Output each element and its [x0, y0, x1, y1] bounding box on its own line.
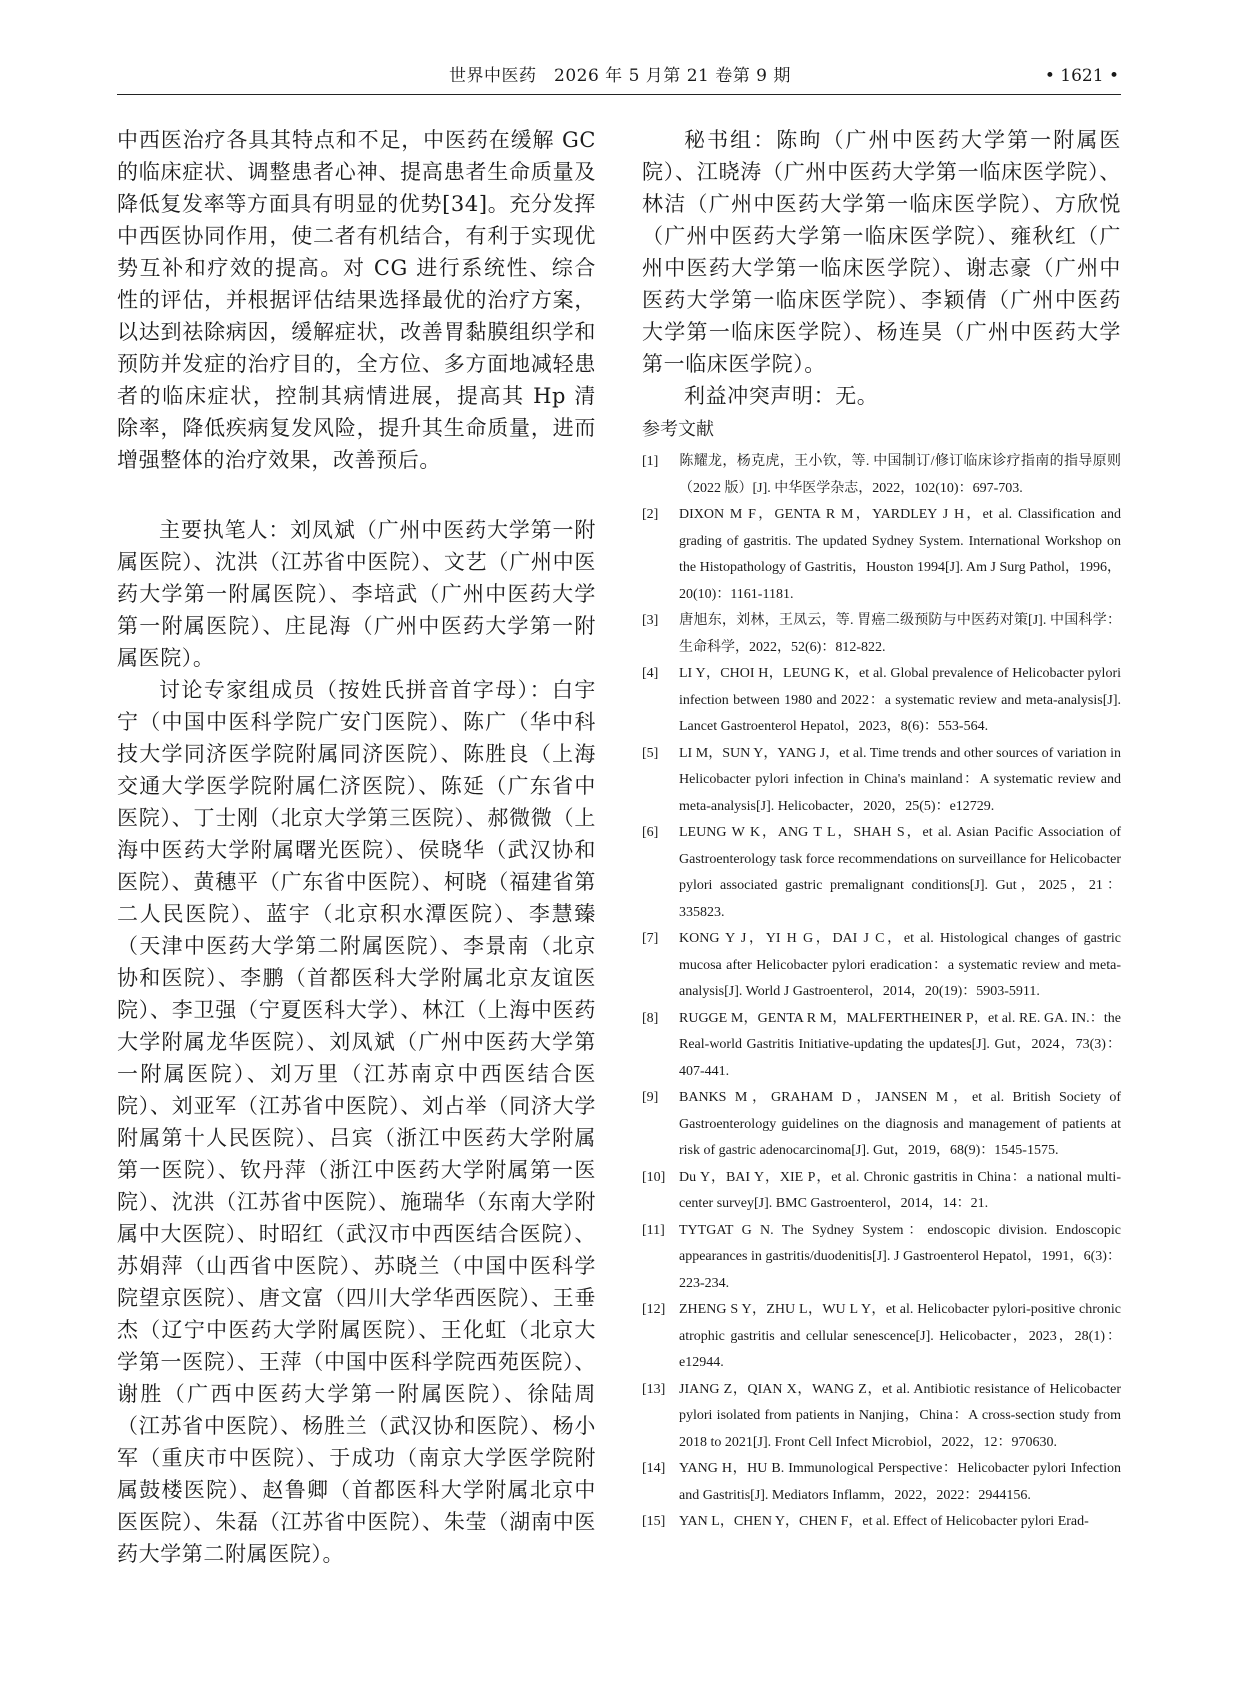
reference-text: Du Y，BAI Y，XIE P，et al. Chronic gastritis in China：a national multi-center survey[J]. BMC Gastroenterol，2014，14：21.	[679, 1169, 1121, 1211]
reference-number: [4]	[642, 666, 659, 681]
reference-text: ZHENG S Y，ZHU L，WU L Y，et al. Helicobacter pylori-positive chronic atrophic gastritis and cellular senescence[J]. Helicobacter，2023，28(1)：e12944.	[679, 1302, 1121, 1370]
references-heading: 参考文献	[642, 419, 714, 440]
expert-panel: 讨论专家组成员（按姓氏拼音首字母）：白宇宁（中国中医科学院广安门医院）、陈广（华中科技大学同济医学院附属同济医院）、陈胜良（上海交通大学医学院附属仁济医院）、陈延（广东省中医院）、丁士刚（北京大学第三医院）、郝微微（上海中医药大学附属曙光医院）、侯晓华（武汉协和医院）、黄穗平（广东省中医院）、柯晓（福建省第二人民医院）、蓝宇（北京积水潭医院）、李慧臻（天津中医药大学第二附属医院）、李景南（北京协和医院）、李鹏（首都医科大学附属北京友谊医院）、李卫强（宁夏医科大学）、林江（上海中医药大学附属龙华医院）、刘凤斌（广州中医药大学第一附属医院）、刘万里（江苏南京中西医结合医院）、刘亚军（江苏省中医院）、刘占举（同济大学附属第十人民医院）、吕宾（浙江中医药大学附属第一医院）、钦丹萍（浙江中医药大学附属第一医院）、沈洪（江苏省中医院）、施瑞华（东南大学附属中大医院）、时昭红（武汉市中西医结合医院）、苏娟萍（山西省中医院）、苏晓兰（中国中医科学院望京医院）、唐文富（四川大学华西医院）、王垂杰（辽宁中医药大学附属医院）、王化虹（北京大学第一医院）、王萍（中国中医科学院西苑医院）、谢胜（广西中医药大学第一附属医院）、徐陆周（江苏省中医院）、杨胜兰（武汉协和医院）、杨小军（重庆市中医院）、于成功（南京大学医学院附属鼓楼医院）、赵鲁卿（首都医科大学附属北京中医医院）、朱磊（江苏省中医院）、朱莹（湖南中医药大学第二附属医院）。	[117, 678, 596, 1566]
reference-number: [15]	[642, 1514, 666, 1529]
reference-text: LEUNG W K，ANG T L，SHAH S，et al. Asian Pacific Association of Gastroenterology task force recommendations on surveillance for Helicobacter pylori associated gastric premalignant conditions[J]. Gut，2025，21：335823.	[679, 825, 1121, 920]
reference-item	[642, 1006, 1121, 1086]
reference-item	[642, 502, 1121, 608]
reference-number: [12]	[642, 1302, 666, 1317]
reference-number: [13]	[642, 1381, 666, 1397]
reference-number: [5]	[642, 745, 659, 761]
reference-text: 唐旭东，刘林，王凤云，等. 胃癌二级预防与中医药对策[J]. 中国科学：生命科学，2022，52(6)：812-822.	[679, 613, 1121, 655]
page-number: • 1621 •	[1044, 66, 1119, 86]
reference-item	[642, 608, 1121, 661]
reference-item	[642, 1377, 1121, 1457]
reference-text: KONG Y J，YI H G，DAI J C，et al. Histological changes of gastric mucosa after Helicobacter pylori eradication：a systematic review and meta-analysis[J]. World J Gastroenterol，2014，20(19)：5903-5911.	[679, 931, 1121, 999]
reference-list	[642, 449, 1121, 1536]
right-column	[642, 124, 1121, 1536]
reference-number: [3]	[642, 613, 659, 628]
reference-number: [2]	[642, 507, 659, 522]
reference-item	[642, 661, 1121, 741]
reference-text: YAN L，CHEN Y，CHEN F，et al. Effect of Helicobacter pylori Erad-	[679, 1514, 1089, 1529]
reference-number: [8]	[642, 1010, 659, 1026]
journal-issue: 世界中医药 2026 年 5 月第 21 卷第 9 期	[449, 66, 791, 86]
reference-text: TYTGAT G N. The Sydney System：endoscopic division. Endoscopic appearances in gastritis/duodenitis[J]. J Gastroenterol Hepatol，1991，6(3)：223-234.	[679, 1222, 1121, 1291]
reference-item	[642, 926, 1121, 1006]
reference-text: YANG H，HU B. Immunological Perspective：Helicobacter pylori Infection and Gastritis[J]. Mediators Inflamm，2022，2022：2944156.	[679, 1461, 1121, 1503]
reference-item	[642, 1218, 1121, 1298]
lead-authors: 主要执笔人：刘凤斌（广州中医药大学第一附属医院）、沈洪（江苏省中医院）、文艺（广州中医药大学第一附属医院）、李培武（广州中医药大学第一附属医院）、庄昆海（广州中医药大学第一附属医院）。	[117, 518, 596, 670]
running-header	[117, 64, 1121, 95]
reference-item	[642, 449, 1121, 502]
reference-text: JIANG Z，QIAN X，WANG Z，et al. Antibiotic resistance of Helicobacter pylori isolated from patients in Nanjing，China：A cross-section study from 2018 to 2021[J]. Front Cell Infect Microbiol，2022，12：970630.	[679, 1381, 1121, 1450]
reference-text: LI M，SUN Y，YANG J，et al. Time trends and other sources of variation in Helicobacter pylori infection in China's mainland：A systematic review and meta-analysis[J]. Helicobacter，2020，25(5)：e12729.	[679, 745, 1121, 814]
reference-item	[642, 1085, 1121, 1165]
reference-number: [14]	[642, 1461, 666, 1476]
reference-text: LI Y，CHOI H，LEUNG K，et al. Global prevalence of Helicobacter pylori infection between 1980 and 2022：a systematic review and meta-analysis[J]. Lancet Gastroenterol Hepatol，2023，8(6)：553-564.	[679, 666, 1121, 734]
reference-item	[642, 1456, 1121, 1509]
secretary-group: 秘书组：陈昫（广州中医药大学第一附属医院）、江晓涛（广州中医药大学第一临床医学院）、林洁（广州中医药大学第一临床医学院）、方欣悦（广州中医药大学第一临床医学院）、雍秋红（广州中医药大学第一临床医学院）、谢志豪（广州中医药大学第一临床医学院）、李颖倩（广州中医药大学第一临床医学院）、杨连昊（广州中医药大学第一临床医学院）。	[642, 128, 1121, 376]
reference-item	[642, 820, 1121, 926]
reference-item	[642, 1165, 1121, 1218]
reference-number: [10]	[642, 1169, 666, 1185]
reference-number: [7]	[642, 931, 659, 946]
reference-item	[642, 1509, 1121, 1536]
reference-text: 陈耀龙，杨克虎，王小钦，等. 中国制订/修订临床诊疗指南的指导原则（2022 版）[J]. 中华医学杂志，2022，102(10)：697-703.	[679, 454, 1121, 496]
reference-item	[642, 1297, 1121, 1377]
reference-number: [1]	[642, 454, 659, 469]
reference-text: BANKS M，GRAHAM D，JANSEN M，et al. British Society of Gastroenterology guidelines on the diagnosis and management of patients at risk of gastric adenocarcinoma[J]. Gut，2019，68(9)：1545-1575.	[679, 1090, 1121, 1158]
reference-item	[642, 741, 1121, 821]
reference-number: [6]	[642, 825, 659, 840]
reference-text: RUGGE M，GENTA R M，MALFERTHEINER P，et al. RE. GA. IN.：the Real-world Gastritis Initiative-updating the updates[J]. Gut，2024，73(3)：407-441.	[679, 1010, 1121, 1079]
left-column	[117, 124, 596, 1570]
conflict-statement: 利益冲突声明：无。	[684, 384, 879, 408]
paragraph-gap	[117, 476, 596, 514]
reference-text: DIXON M F，GENTA R M，YARDLEY J H，et al. Classification and grading of gastritis. The updated Sydney System. International Workshop on the Histopathology of Gastritis，Houston 1994[J]. Am J Surg Pathol，1996，20(10)：1161-1181.	[679, 507, 1121, 602]
reference-number: [11]	[642, 1222, 665, 1238]
conclusion-paragraph: 中西医治疗各具其特点和不足，中医药在缓解 GC 的临床症状、调整患者心神、提高患者生命质量及降低复发率等方面具有明显的优势[34]。充分发挥中西医协同作用，使二者有机结合，有利于实现优势互补和疗效的提高。对 CG 进行系统性、综合性的评估，并根据评估结果选择最优的治疗方案，以达到祛除病因，缓解症状，改善胃黏膜组织学和预防并发症的治疗目的，全方位、多方面地减轻患者的临床症状，控制其病情进展，提高其 Hp 清除率，降低疾病复发风险，提升其生命质量，进而增强整体的治疗效果，改善预后。	[117, 128, 596, 472]
reference-number: [9]	[642, 1090, 659, 1105]
